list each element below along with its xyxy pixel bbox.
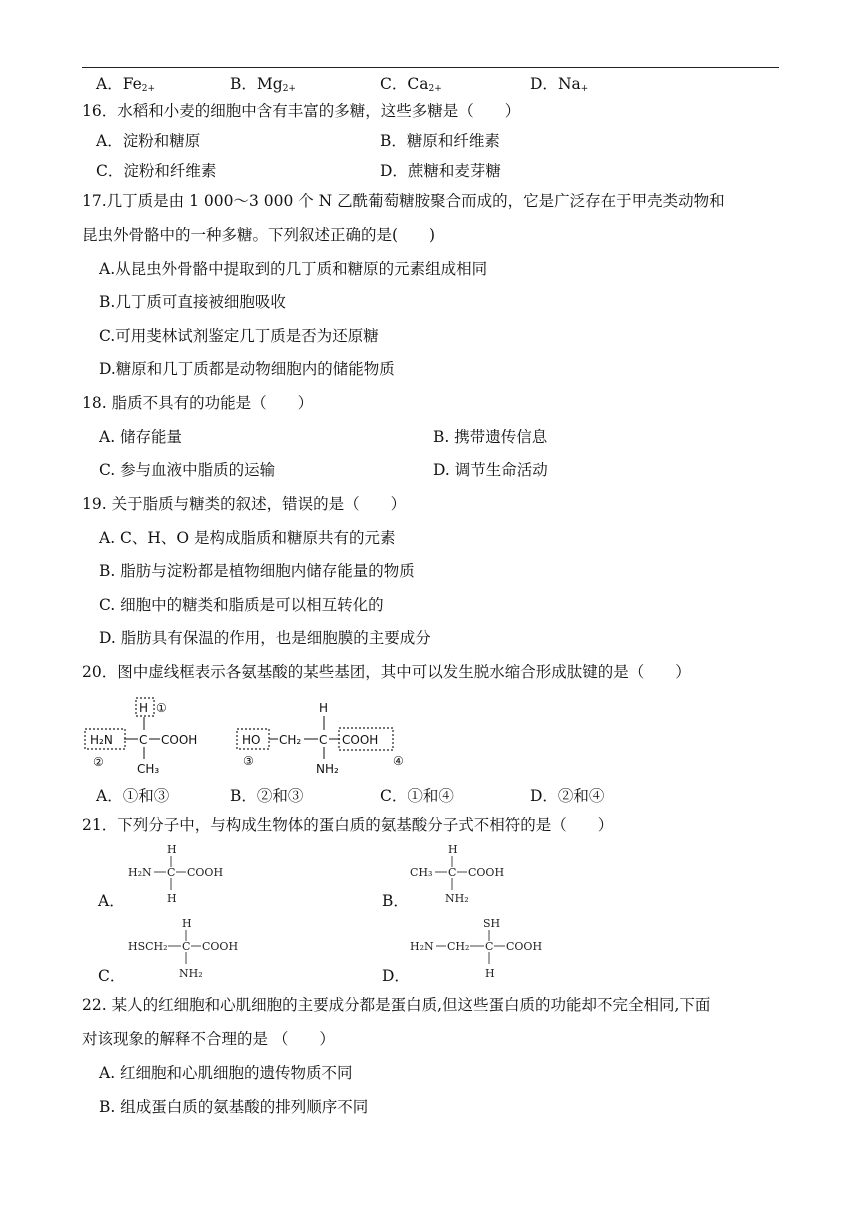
q19-stem: 19. 关于脂质与糖类的叙述，错误的是（ ） [82,495,407,513]
q20-m1-left: H₂N [90,733,113,747]
q17-option-d[interactable]: D.糖原和几丁质都是动物细胞内的储能物质 [99,360,395,378]
q15-option-a[interactable]: A．$Fe^{2+}$ [96,75,156,94]
q21-a-top: H [167,843,177,856]
q21-c-carbon: C [182,940,191,953]
q20-stem: 20．图中虚线框表示各氨基酸的某些基团，其中可以发生脱水缩合形成肽键的是（ ） [82,663,691,681]
q21-c-top: H [182,917,192,930]
q19-option-c[interactable]: C. 细胞中的糖类和脂质是可以相互转化的 [99,596,384,614]
q21-d-top: SH [483,917,501,930]
q20-option-b[interactable]: B．②和③ [230,787,304,805]
q18-option-d[interactable]: D. 调节生命活动 [433,461,548,479]
q20-option-c[interactable]: C．①和④ [380,787,454,805]
q18-option-a[interactable]: A. 储存能量 [99,428,183,446]
q21-b-carbon: C [448,866,457,879]
q19-option-a[interactable]: A. C、H、O 是构成脂质和糖原共有的元素 [99,529,396,547]
q17-stem-line1: 17.几丁质是由 1 000～3 000 个 N 乙酰葡萄糖胺聚合而成的，它是广泛存在于甲壳类动物和 [82,192,725,210]
q21-molecule-a [126,840,246,906]
q20-m1-bottom: CH₃ [137,762,160,776]
q19-option-b[interactable]: B. 脂肪与淀粉都是植物细胞内储存能量的物质 [99,562,415,580]
q15-option-c[interactable]: C．$Ca^{2+}$ [380,75,442,94]
q20-amino-acid-figure [82,692,412,780]
q18-option-b[interactable]: B. 携带遗传信息 [433,428,548,446]
q18-option-c[interactable]: C. 参与血液中脂质的运输 [99,461,276,479]
q21-b-top: H [448,843,458,856]
q21-d-bottom: H [485,967,495,980]
q20-circle-4: ④ [393,754,404,768]
q21-d-right: COOH [506,940,543,953]
q21-b-right: COOH [468,866,505,879]
q16-stem: 16．水稻和小麦的细胞中含有丰富的多糖，这些多糖是（ ） [82,102,521,120]
q16-option-a[interactable]: A．淀粉和糖原 [96,132,201,150]
q20-option-a[interactable]: A．①和③ [96,787,170,805]
q20-circle-1: ① [156,701,167,715]
q20-m1-top: H [139,701,149,715]
q20-m2-top: H [319,701,329,715]
q20-m2-bottom: NH₂ [316,762,339,776]
q21-option-b[interactable]: B． [382,892,409,910]
q21-c-right: COOH [202,940,239,953]
q21-a-bottom: H [167,892,177,905]
q17-stem-line2: 昆虫外骨骼中的一种多糖。下列叙述正确的是( ) [82,226,436,244]
q17-option-b[interactable]: B.几丁质可直接被细胞吸收 [99,293,286,311]
q20-m2-right: COOH [342,733,379,747]
q22-stem-line2: 对该现象的解释不合理的是 （ ） [82,1030,335,1048]
q20-circle-3: ③ [243,754,254,768]
q15-option-d[interactable]: D．Na+ [530,75,589,94]
q20-m2-mid: CH₂ [279,733,302,747]
q21-stem: 21．下列分子中，与构成生物体的蛋白质的氨基酸分子式不相符的是（ ） [82,816,614,834]
q22-stem-line1: 22. 某人的红细胞和心肌细胞的主要成分都是蛋白质,但这些蛋白质的功能却不完全相同,下面 [82,996,711,1014]
q21-b-bottom: NH₂ [445,892,469,905]
q21-c-left: HSCH₂ [128,940,168,953]
q21-a-carbon: C [167,866,176,879]
q19-option-d[interactable]: D. 脂肪具有保温的作用，也是细胞膜的主要成分 [99,629,431,647]
q20-option-d[interactable]: D．②和④ [530,787,605,805]
q21-option-a[interactable]: A． [98,892,125,910]
q20-m1-carbon: C [139,733,148,747]
q21-a-left: H₂N [128,866,152,879]
header-rule [82,67,779,68]
q21-molecule-c [126,914,256,982]
q15-option-b[interactable]: B．$Mg^{2+}$ [230,75,296,94]
q16-option-c[interactable]: C．淀粉和纤维素 [96,162,217,180]
q22-option-b[interactable]: B. 组成蛋白质的氨基酸的排列顺序不同 [99,1098,369,1116]
q21-molecule-d [408,914,558,982]
q22-option-a[interactable]: A. 红细胞和心肌细胞的遗传物质不同 [99,1064,353,1082]
q16-option-b[interactable]: B．糖原和纤维素 [380,132,500,150]
q20-circle-2: ② [93,755,104,769]
q20-m2-carbon: C [319,733,328,747]
q21-option-d[interactable]: D． [382,967,410,985]
q16-option-d[interactable]: D．蔗糖和麦芽糖 [380,162,501,180]
q21-option-c[interactable]: C． [98,967,126,985]
q17-option-a[interactable]: A.从昆虫外骨骼中提取到的几丁质和糖原的元素组成相同 [99,260,488,278]
q21-d-carbon: C [485,940,494,953]
q18-stem: 18. 脂质不具有的功能是（ ） [82,394,314,412]
q17-option-c[interactable]: C.可用斐林试剂鉴定几丁质是否为还原糖 [99,327,379,345]
q21-d-mid: CH₂ [447,940,470,953]
q21-b-left: CH₃ [410,866,433,879]
q21-molecule-b [408,840,528,906]
q20-m2-left: HO [242,733,261,747]
q20-m1-right: COOH [161,733,198,747]
q21-c-bottom: NH₂ [179,967,203,980]
q21-d-left: H₂N [410,940,434,953]
q21-a-right: COOH [187,866,224,879]
